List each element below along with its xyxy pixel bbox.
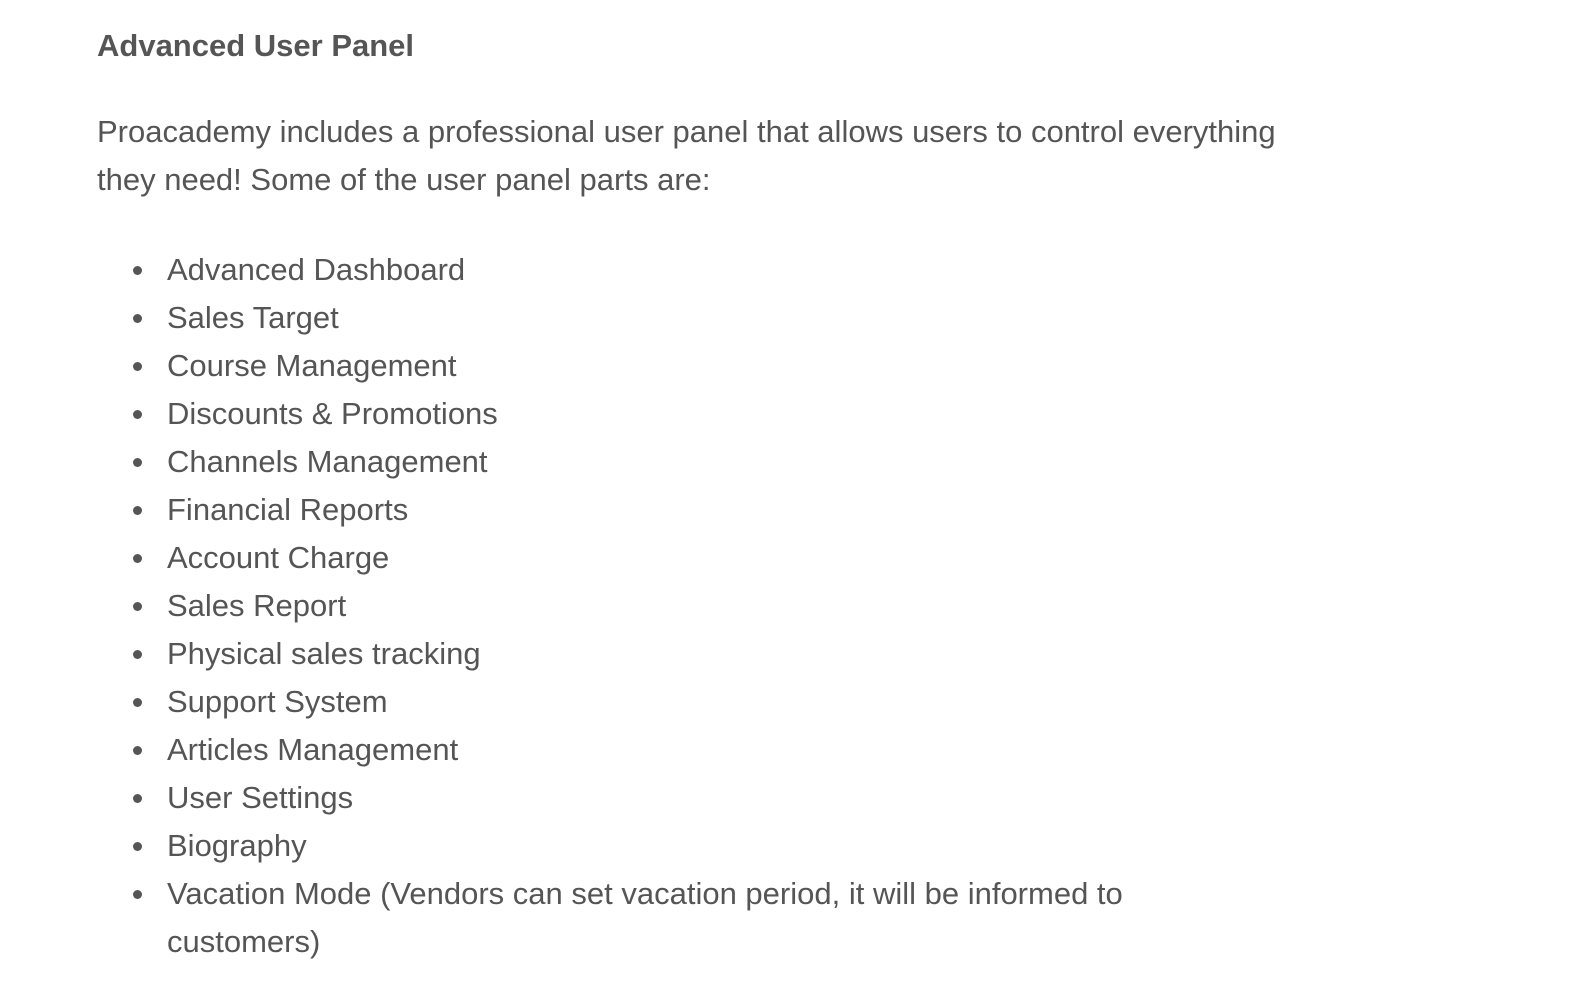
list-item: [97, 582, 1167, 630]
list-item: [97, 486, 1167, 534]
bullet-icon: [133, 458, 142, 467]
intro-paragraph: Proacademy includes a professional user panel that allows users to control everything they need! Some of the user panel parts are:: [97, 114, 1276, 197]
list-item: [97, 678, 1167, 726]
list-item-label: Vacation Mode (Vendors can set vacation period, it will be informed to customers): [167, 876, 1123, 959]
article-section: [97, 24, 1337, 966]
list-item: [97, 774, 1167, 822]
list-item-label: Physical sales tracking: [167, 636, 481, 671]
list-item: [97, 822, 1167, 870]
bullet-icon: [133, 362, 142, 371]
bullet-icon: [133, 890, 142, 899]
bullet-icon: [133, 794, 142, 803]
bullet-icon: [133, 314, 142, 323]
list-item: [97, 438, 1167, 486]
list-item-label: Support System: [167, 684, 388, 719]
feature-list: [97, 246, 1337, 966]
bullet-icon: [133, 842, 142, 851]
bullet-icon: [133, 698, 142, 707]
list-item: [97, 390, 1167, 438]
list-item-label: Account Charge: [167, 540, 390, 575]
section-heading: Advanced User Panel: [97, 28, 415, 63]
list-item: [97, 246, 1167, 294]
list-item-label: User Settings: [167, 780, 354, 815]
list-item-label: Sales Report: [167, 588, 347, 623]
list-item-label: Channels Management: [167, 444, 488, 479]
bullet-icon: [133, 266, 142, 275]
list-item-label: Biography: [167, 828, 307, 863]
list-item: [97, 726, 1167, 774]
bullet-icon: [133, 650, 142, 659]
list-item: [97, 870, 1167, 966]
bullet-icon: [133, 410, 142, 419]
list-item: [97, 534, 1167, 582]
list-item-label: Advanced Dashboard: [167, 252, 466, 287]
bullet-icon: [133, 746, 142, 755]
bullet-icon: [133, 602, 142, 611]
list-item-label: Financial Reports: [167, 492, 409, 527]
bullet-icon: [133, 554, 142, 563]
list-item-label: Articles Management: [167, 732, 459, 767]
list-item: [97, 294, 1167, 342]
list-item-label: Discounts & Promotions: [167, 396, 498, 431]
list-item-label: Course Management: [167, 348, 457, 383]
list-item: [97, 630, 1167, 678]
bullet-icon: [133, 506, 142, 515]
list-item-label: Sales Target: [167, 300, 339, 335]
list-item: [97, 342, 1167, 390]
